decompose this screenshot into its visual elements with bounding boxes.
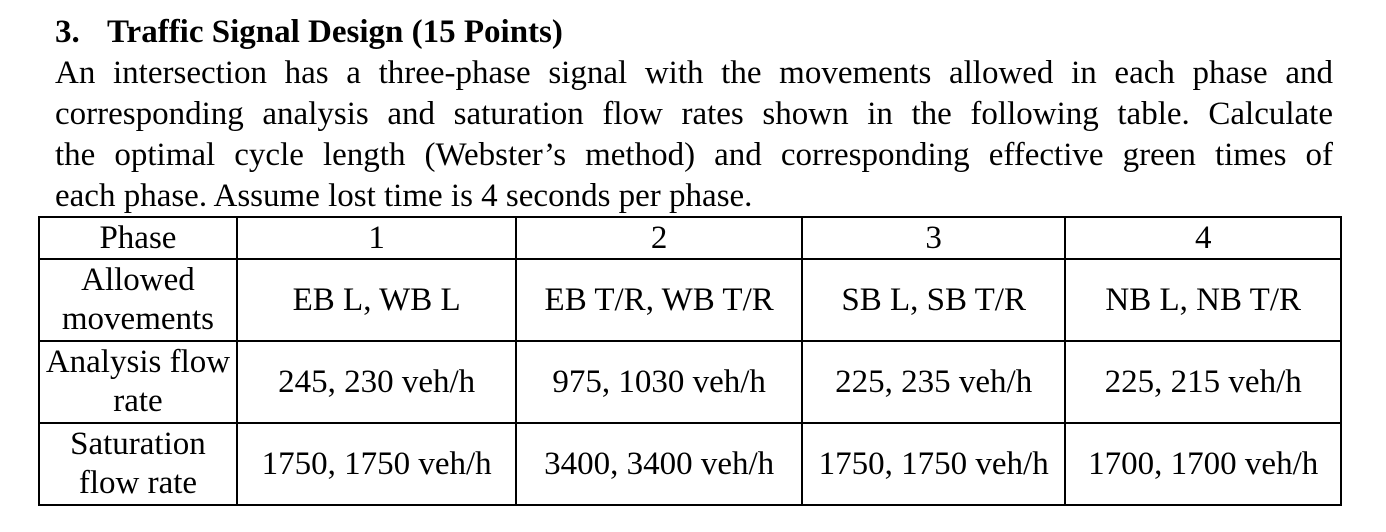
table-cell: 245, 230 veh/h	[237, 341, 517, 423]
table-row-saturation-flow-rate	[39, 423, 1341, 505]
row-header-allowed-movements: Allowed movements	[39, 259, 237, 341]
table-cell: 2	[516, 217, 801, 259]
table-cell: 1750, 1750 veh/h	[237, 423, 517, 505]
table-cell: EB L, WB L	[237, 259, 517, 341]
table-row-phase	[39, 217, 1341, 259]
question-body-line: each phase. Assume lost time is 4 seconds per phase.	[55, 178, 753, 214]
table-cell: 4	[1065, 217, 1341, 259]
question-number: 3.	[55, 14, 80, 50]
table-row-analysis-flow-rate	[39, 341, 1341, 423]
row-header-analysis-flow-rate: Analysis flow rate	[39, 341, 237, 423]
table-cell: 1	[237, 217, 517, 259]
table-cell: 3400, 3400 veh/h	[516, 423, 801, 505]
table-cell: 1750, 1750 veh/h	[802, 423, 1066, 505]
table-cell: 1700, 1700 veh/h	[1065, 423, 1341, 505]
table-cell: EB T/R, WB T/R	[516, 259, 801, 341]
table-row-allowed-movements	[39, 259, 1341, 341]
question-body-line: the optimal cycle length (Webster’s method) and corresponding effective green times of	[55, 137, 1333, 173]
question-body	[55, 53, 1333, 217]
table-cell: 3	[802, 217, 1066, 259]
row-header-saturation-flow-rate: Saturation flow rate	[39, 423, 237, 505]
table-cell: SB L, SB T/R	[802, 259, 1066, 341]
row-header-phase: Phase	[39, 217, 237, 259]
table-cell: NB L, NB T/R	[1065, 259, 1341, 341]
question-heading	[55, 12, 563, 52]
question-body-line: corresponding analysis and saturation flow rates shown in the following table. Calculate	[55, 96, 1333, 132]
table-cell: 975, 1030 veh/h	[516, 341, 801, 423]
question-body-line: An intersection has a three-phase signal with the movements allowed in each phase and	[55, 55, 1333, 91]
table-cell: 225, 215 veh/h	[1065, 341, 1341, 423]
question-title: Traffic Signal Design (15 Points)	[107, 14, 563, 50]
table-cell: 225, 235 veh/h	[802, 341, 1066, 423]
signal-phase-table	[38, 216, 1342, 506]
